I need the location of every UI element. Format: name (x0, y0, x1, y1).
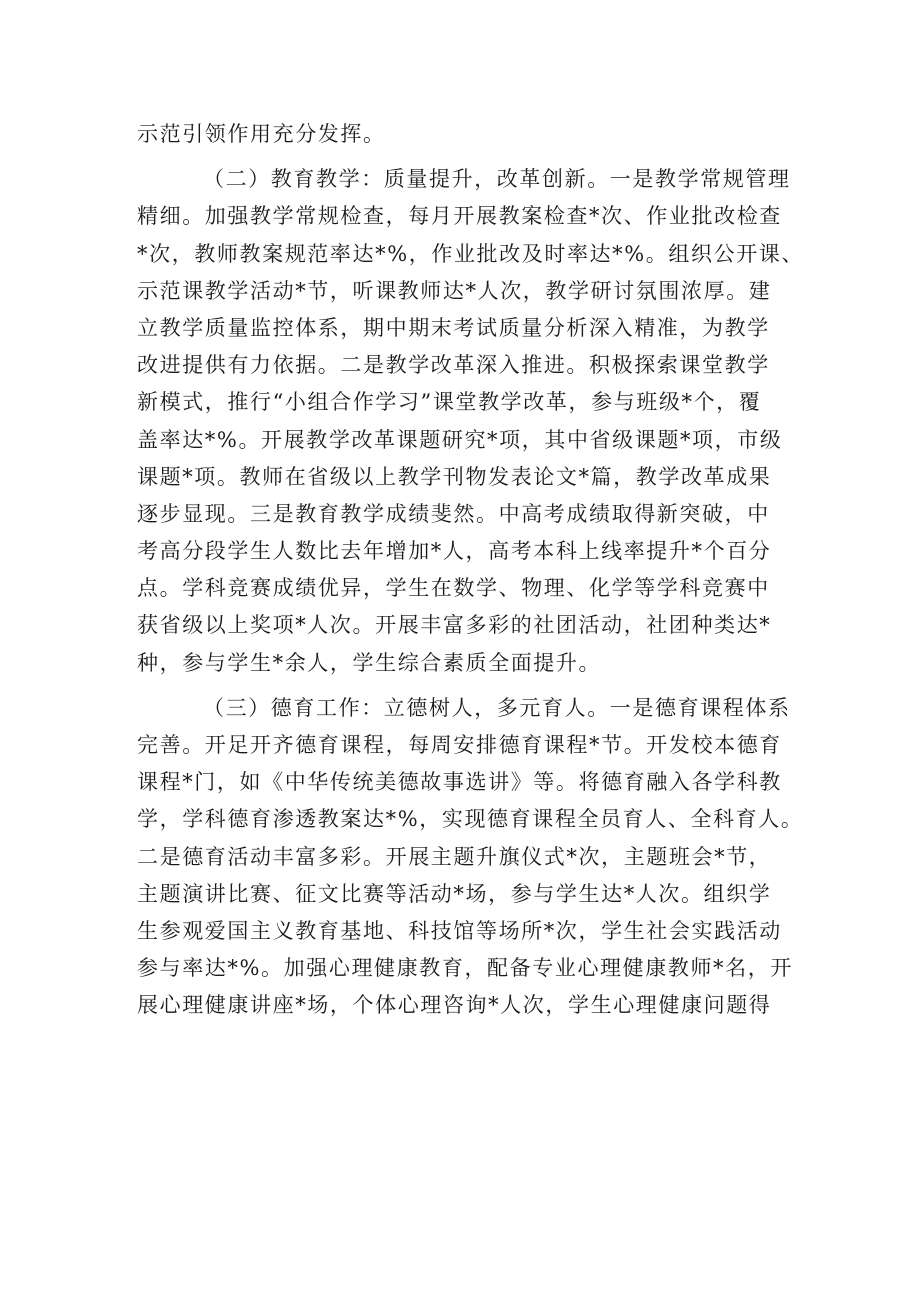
paragraph-line: 精细。加强教学常规检查，每月开展教案检查*次、作业批改检查 (137, 204, 782, 229)
paragraph-line: 考高分段学生人数比去年增加*人，高考本科上线率提升*个百分 (137, 539, 772, 564)
section-moral-education (137, 690, 804, 1025)
section-heading-line: （二）教育教学：质量提升，改革创新。一是教学常规管理 (203, 167, 791, 192)
document-body (137, 116, 805, 1025)
paragraph-line: 种，参与学生*余人，学生综合素质全面提升。 (137, 650, 602, 675)
paragraph-line: *次，教师教案规范率达*%，作业批改及时率达*%。组织公开课、 (137, 241, 805, 266)
continuation-line: 示范引领作用充分发挥。 (137, 122, 386, 146)
paragraph-line: 学，学科德育渗透教案达*%，实现德育课程全员育人、全科育人。 (137, 807, 804, 832)
paragraph-line: 点。学科竞赛成绩优异，学生在数学、物理、化学等学科竞赛中 (137, 576, 770, 601)
paragraph-line: 主题演讲比赛、征文比赛等活动*场，参与学生达*人次。组织学 (137, 881, 772, 906)
paragraph-line: 二是德育活动丰富多彩。开展主题升旗仪式*次，主题班会*节， (137, 844, 772, 869)
paragraph-line: 新模式，推行“小组合作学习”课堂教学改革，参与班级*个，覆 (137, 390, 762, 415)
paragraph-line: 盖率达*%。开展教学改革课题研究*项，其中省级课题*项，市级 (137, 427, 783, 452)
paragraph-gap (137, 153, 790, 161)
paragraph-line: 改进提供有力依据。二是教学改革深入推进。积极探索课堂教学 (137, 353, 770, 378)
paragraph-line: 课程*门，如《中华传统美德故事选讲》等。将德育融入各学科教 (137, 770, 782, 795)
paragraph-line: 展心理健康讲座*场，个体心理咨询*人次，学生心理健康问题得 (137, 993, 772, 1018)
paragraph-line: 获省级以上奖项*人次。开展丰富多彩的社团活动，社团种类达* (137, 613, 772, 638)
paragraph-line: 示范课教学活动*节，听课教师达*人次，教学研讨氛围浓厚。建 (137, 278, 772, 303)
paragraph-line: 逐步显现。三是教育教学成绩斐然。中高考成绩取得新突破，中 (137, 501, 770, 526)
section-heading-line: （三）德育工作：立德树人，多元育人。一是德育课程体系 (203, 695, 791, 720)
section-education-teaching (137, 161, 805, 682)
paragraph-line: 立教学质量监控体系，期中期末考试质量分析深入精准，为教学 (137, 315, 770, 340)
paragraph-line: 生参观爱国主义教育基地、科技馆等场所*次，学生社会实践活动 (137, 918, 782, 943)
paragraph-gap (137, 682, 790, 690)
paragraph-line: 完善。开足开齐德育课程，每周安排德育课程*节。开发校本德育 (137, 733, 782, 757)
paragraph-line: 参与率达*%。加强心理健康教育，配备专业心理健康教师*名，开 (137, 956, 793, 981)
paragraph-line: 课题*项。教师在省级以上教学刊物发表论文*篇，教学改革成果 (137, 464, 772, 489)
